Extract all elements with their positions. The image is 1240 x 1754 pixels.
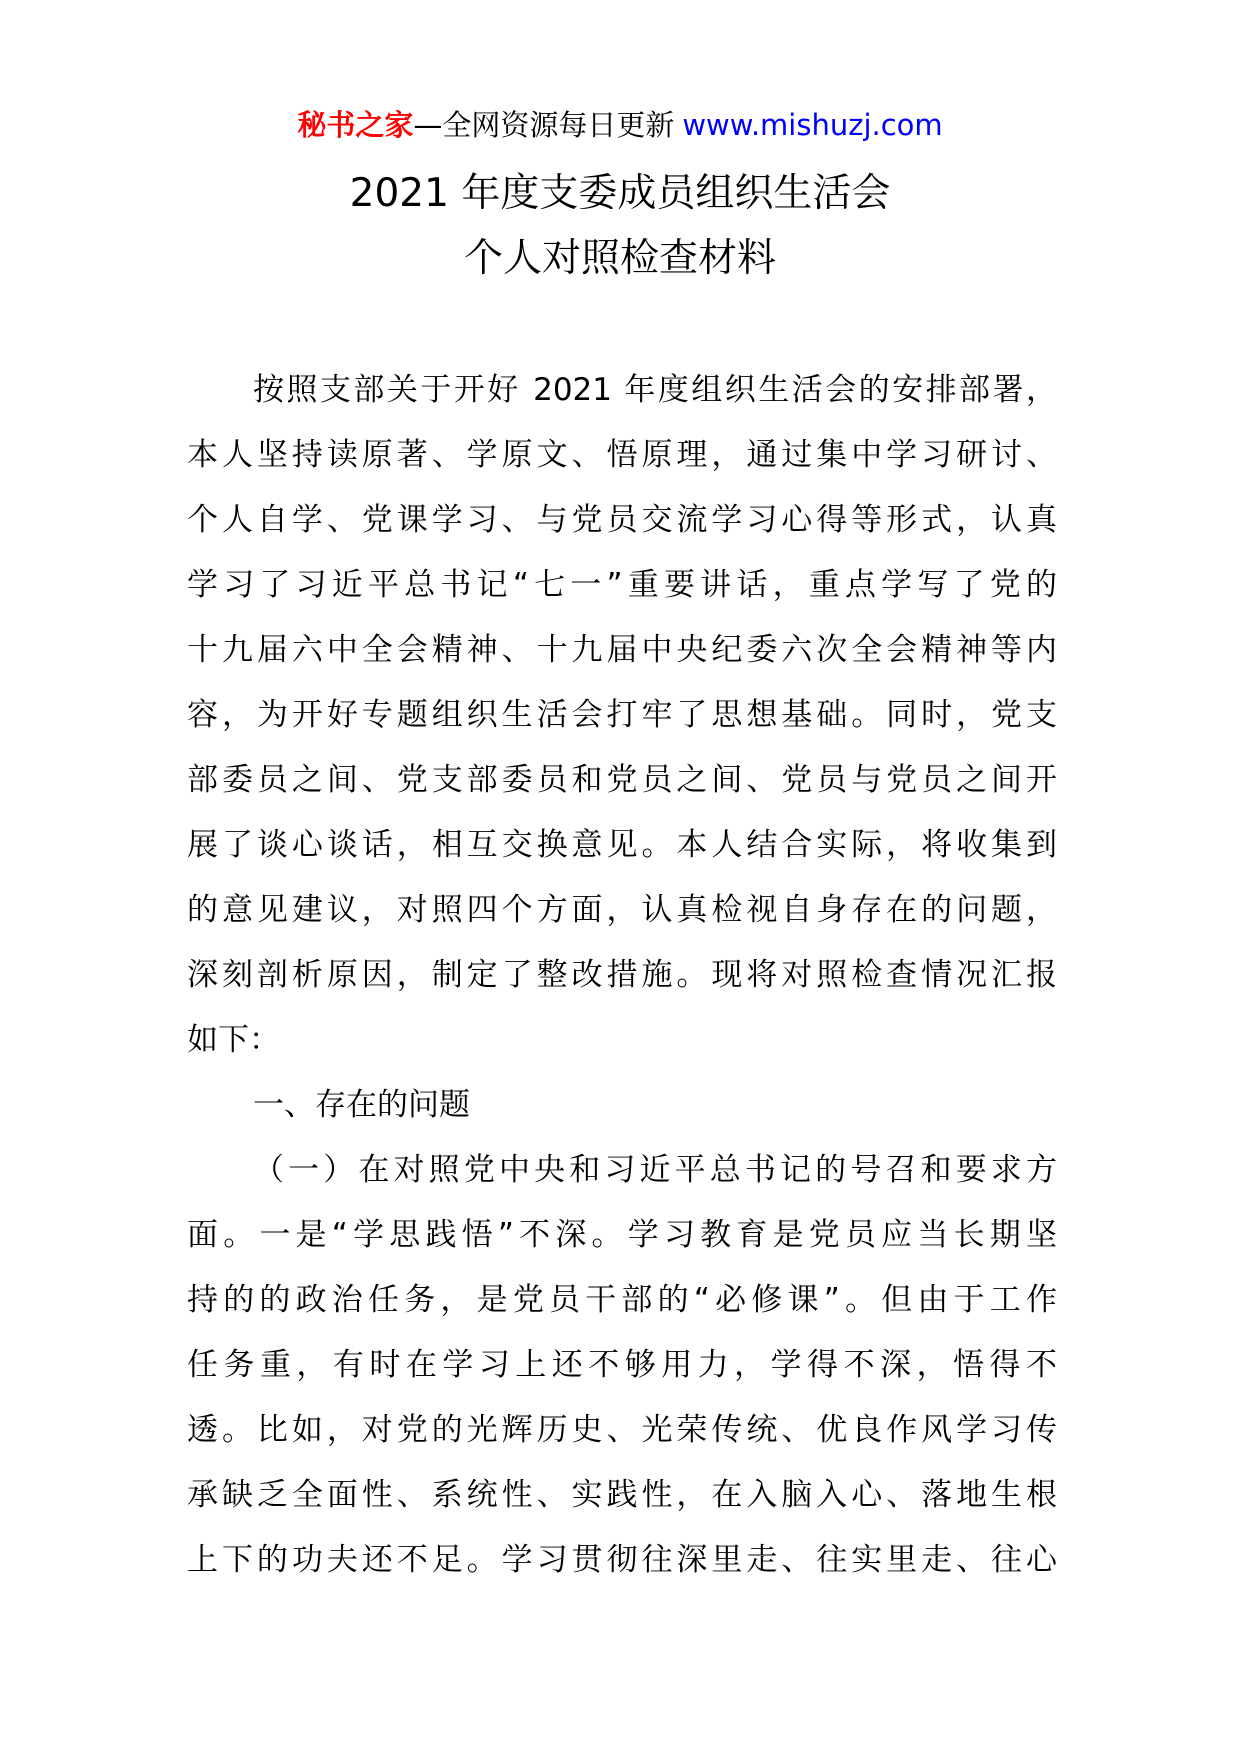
body-line: 本人坚持读原著、学原文、悟原理，通过集中学习研讨、: [187, 437, 1057, 473]
body-line: 的意见建议，对照四个方面，认真检视自身存在的问题，: [187, 892, 1057, 928]
body-line: 容，为开好专题组织生活会打牢了思想基础。同时，党支: [187, 697, 1057, 733]
body-line: 学习了习近平总书记“七一”重要讲话，重点学写了党的: [187, 567, 1057, 603]
site-header: [0, 100, 1240, 150]
body-line: 承缺乏全面性、系统性、实践性，在入脑入心、落地生根: [187, 1477, 1057, 1513]
body-line: 持的的政治任务，是党员干部的“必修课”。但由于工作: [187, 1282, 1057, 1318]
document-subtitle: 个人对照检查材料: [463, 236, 776, 281]
body-line: 部委员之间、党支部委员和党员之间、党员与党员之间开: [187, 762, 1057, 798]
body-line: 按照支部关于开好 2021 年度组织生活会的安排部署，: [253, 372, 1057, 408]
document-body: [187, 358, 1057, 1593]
site-tagline: —全网资源每日更新: [413, 108, 675, 142]
body-line: 如下：: [187, 1022, 280, 1058]
section-heading: 一、存在的问题: [253, 1087, 470, 1123]
body-line: 面。一是“学思践悟”不深。学习教育是党员应当长期坚: [187, 1217, 1057, 1253]
body-line: 任务重，有时在学习上还不够用力，学得不深，悟得不: [187, 1347, 1057, 1383]
document-title: 2021 年度支委成员组织生活会: [349, 171, 891, 216]
site-brand: 秘书之家: [297, 108, 414, 142]
body-line: （一）在对照党中央和习近平总书记的号召和要求方: [253, 1152, 1057, 1188]
body-line: 透。比如，对党的光辉历史、光荣传统、优良作风学习传: [187, 1412, 1057, 1448]
body-line: 个人自学、党课学习、与党员交流学习心得等形式，认真: [187, 502, 1057, 538]
site-url-link[interactable]: www.mishuzj.com: [682, 108, 943, 142]
body-line: 深刻剖析原因，制定了整改措施。现将对照检查情况汇报: [187, 957, 1057, 993]
body-line: 十九届六中全会精神、十九届中央纪委六次全会精神等内: [187, 632, 1057, 668]
body-line: 展了谈心谈话，相互交换意见。本人结合实际，将收集到: [187, 827, 1057, 863]
body-line: 上下的功夫还不足。学习贯彻往深里走、往实里走、往心: [187, 1542, 1057, 1578]
